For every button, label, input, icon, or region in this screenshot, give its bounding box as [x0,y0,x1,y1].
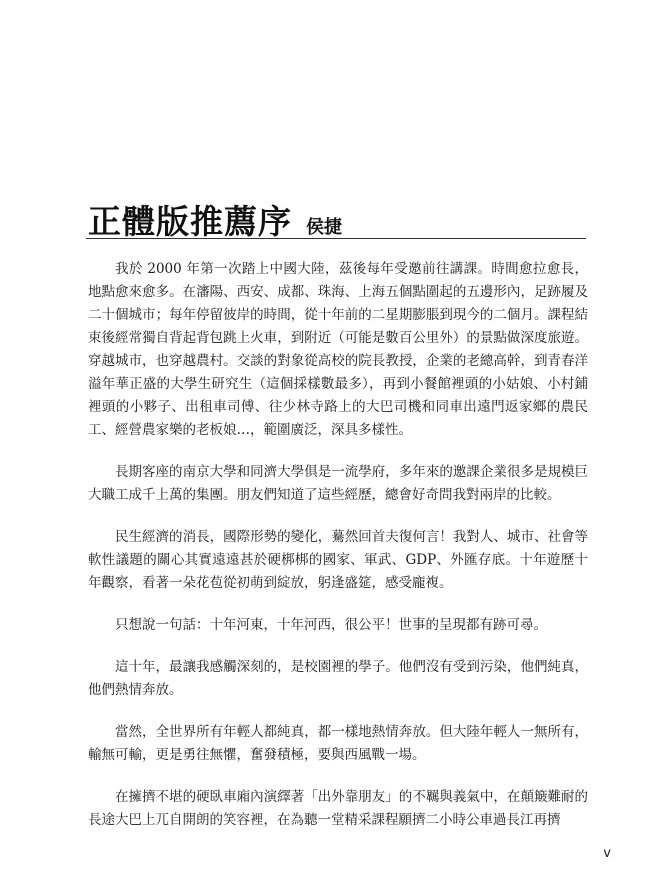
paragraph: 只想說一句話：十年河東，十年河西，很公平！世事的呈現都有跡可尋。 [115,617,547,633]
paragraph: 在擁擠不堪的硬臥車廂內演繹著「出外靠朋友」的不羈與義氣中，在顛簸難耐的長途大巴上兀自開朗的笑容裡，在為聽一堂精采課程願擠二小時公車過長江再擠 [88,789,588,828]
author-name: 侯捷 [306,217,342,238]
section-heading [88,196,588,243]
paragraph: 民生經濟的消長，國際形勢的變化，驀然回首夫復何言！我對人、城市、社會等軟性議題的關心其實遠遠甚於硬梆梆的國家、軍武、GDP、外匯存底。十年遊歷十年觀察，看著一朵花苞從初萌到綻放，躬逢盛筵，感受龐複。 [88,529,588,591]
heading-underline [86,238,586,239]
page-number: v [603,846,611,861]
paragraph: 這十年，最讓我感觸深刻的，是校園裡的學子。他們沒有受到污染，他們純真，他們熱情奔放。 [88,659,588,698]
paragraph: 長期客座的南京大學和同濟大學俱是一流學府，多年來的邀課企業很多是規模巨大職工成千上萬的集團。朋友們知道了這些經歷，總會好奇問我對兩岸的比較。 [88,464,588,503]
section-title: 正體版推薦序 [88,202,292,241]
paragraph: 我於 2000 年第一次踏上中國大陸，茲後每年受邀前往講課。時間愈拉愈長，地點愈來愈多。在瀋陽、西安、成都、珠海、上海五個點圍起的五邊形內，足跡履及二十個城市；每年停留彼岸的時間，從十年前的二星期膨脹到現今的二個月。課程結束後經常獨自背起背包跳上火車，到附近（可能是數百公里外）的景點做深度旅遊。穿越城市，也穿越農村。交談的對象從高校的院長教授，企業的老總高幹，到青春洋溢年華正盛的大學生研究生（這個採樣數最多），再到小餐館裡頭的小姑娘、小村鋪裡頭的小夥子、出租車司傅、往少林寺路上的大巴司機和同車出遠門返家鄉的農民工、經營農家樂的老板娘…，範圍廣泛，深具多樣性。 [88,261,588,438]
body-text [88,258,588,851]
paragraph: 當然，全世界所有年輕人都純真，都一樣地熱情奔放。但大陸年輕人一無所有，輸無可輸，更是勇往無懼，奮發積極，要與西風戰一場。 [88,724,588,763]
